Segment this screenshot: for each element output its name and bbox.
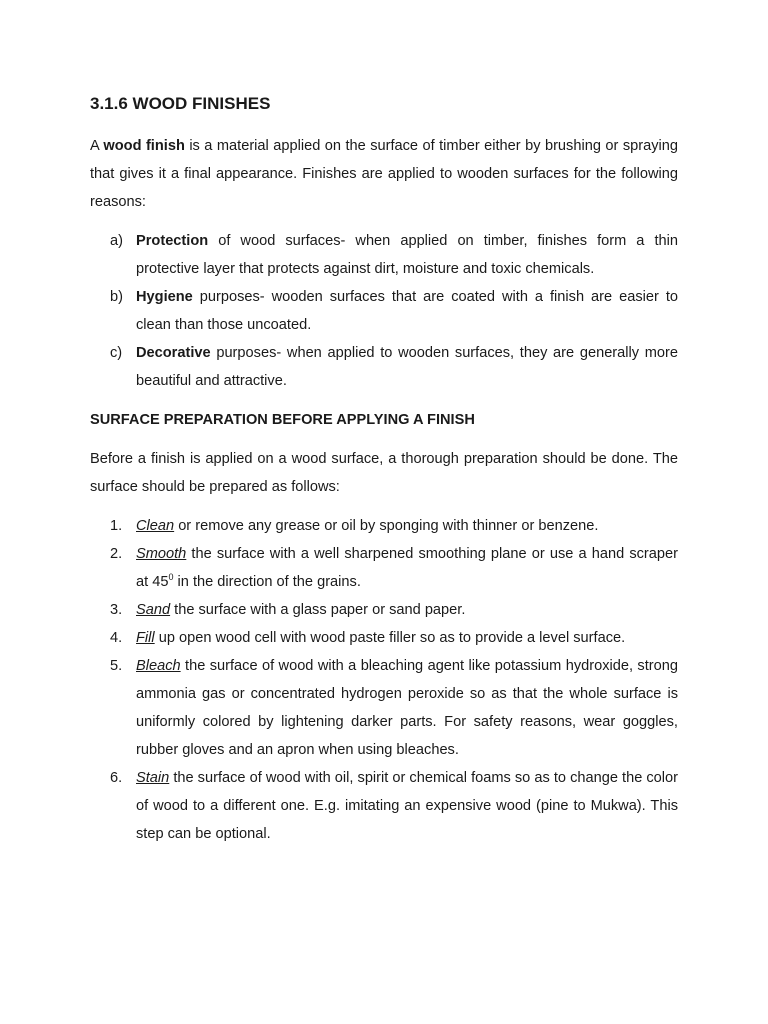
- step-term: Sand: [136, 602, 171, 618]
- step-term: Stain: [136, 770, 170, 786]
- prep-intro-paragraph: Before a finish is applied on a wood surface, a thorough preparation should be done. The surface should be prepared as follows:: [90, 451, 678, 495]
- step-item: [90, 596, 678, 624]
- step-text: the surface of wood with oil, spirit or chemical foams so as to change the color of wood to a different one. E.g. imitating an expensive wood (pine to Mukwa). This step can be optional.: [136, 770, 678, 842]
- reason-text: purposes- wooden surfaces that are coated with a finish are easier to clean than those uncoated.: [136, 289, 678, 333]
- step-marker: 6.: [110, 770, 123, 786]
- step-text: up open wood cell with wood paste filler so as to provide a level surface.: [154, 630, 626, 646]
- reason-term: Decorative: [136, 345, 211, 361]
- reason-item: [90, 227, 678, 283]
- step-term: Clean: [136, 518, 175, 534]
- reason-text: of wood surfaces- when applied on timber, finishes form a thin protective layer that protects against dirt, moisture and toxic chemicals.: [136, 233, 678, 277]
- reason-item: [90, 339, 678, 395]
- step-marker: 5.: [110, 658, 123, 674]
- step-term: Smooth: [136, 546, 187, 562]
- step-text-after: in the direction of the grains.: [173, 574, 361, 590]
- step-item: [90, 652, 678, 764]
- step-text: the surface of wood with a bleaching agent like potassium hydroxide, strong ammonia gas or concentrated hydrogen peroxide so as that the whole surface is uniformly colored by lightening darker parts. For safety reasons, wear goggles, rubber gloves and an apron when using bleaches.: [136, 658, 678, 758]
- step-term: Bleach: [136, 658, 181, 674]
- step-marker: 3.: [110, 602, 123, 618]
- step-marker: 1.: [110, 518, 123, 534]
- step-term: Fill: [136, 630, 155, 646]
- reason-item: [90, 283, 678, 339]
- intro-text: is a material applied on the surface of timber either by brushing or spraying that gives it a final appearance. Finishes are applied to wooden surfaces for the following reasons:: [90, 138, 678, 210]
- step-item: [90, 540, 678, 596]
- degree-superscript: 0: [168, 572, 174, 583]
- intro-prefix: A: [90, 138, 104, 154]
- reason-marker: a): [110, 233, 123, 249]
- step-marker: 4.: [110, 630, 123, 646]
- step-text: the surface with a glass paper or sand paper.: [170, 602, 466, 618]
- intro-paragraph: [90, 132, 678, 216]
- reason-term: Hygiene: [136, 289, 193, 305]
- reason-marker: b): [110, 289, 123, 305]
- step-text: or remove any grease or oil by sponging with thinner or benzene.: [174, 518, 599, 534]
- reasons-list: [90, 227, 678, 395]
- step-item: [90, 624, 678, 652]
- step-marker: 2.: [110, 546, 123, 562]
- reason-text: purposes- when applied to wooden surfaces, they are generally more beautiful and attractive.: [136, 345, 678, 389]
- intro-term: wood finish: [103, 138, 185, 154]
- reason-marker: c): [110, 345, 123, 361]
- step-item: [90, 764, 678, 848]
- section-heading: 3.1.6 WOOD FINISHES: [90, 94, 271, 113]
- subheading: SURFACE PREPARATION BEFORE APPLYING A FINISH: [90, 412, 475, 428]
- reason-term: Protection: [136, 233, 209, 249]
- step-item: [90, 512, 678, 540]
- steps-list: [90, 512, 678, 848]
- step-text: the surface with a well sharpened smoothing plane or use a hand scraper at 45: [136, 546, 678, 590]
